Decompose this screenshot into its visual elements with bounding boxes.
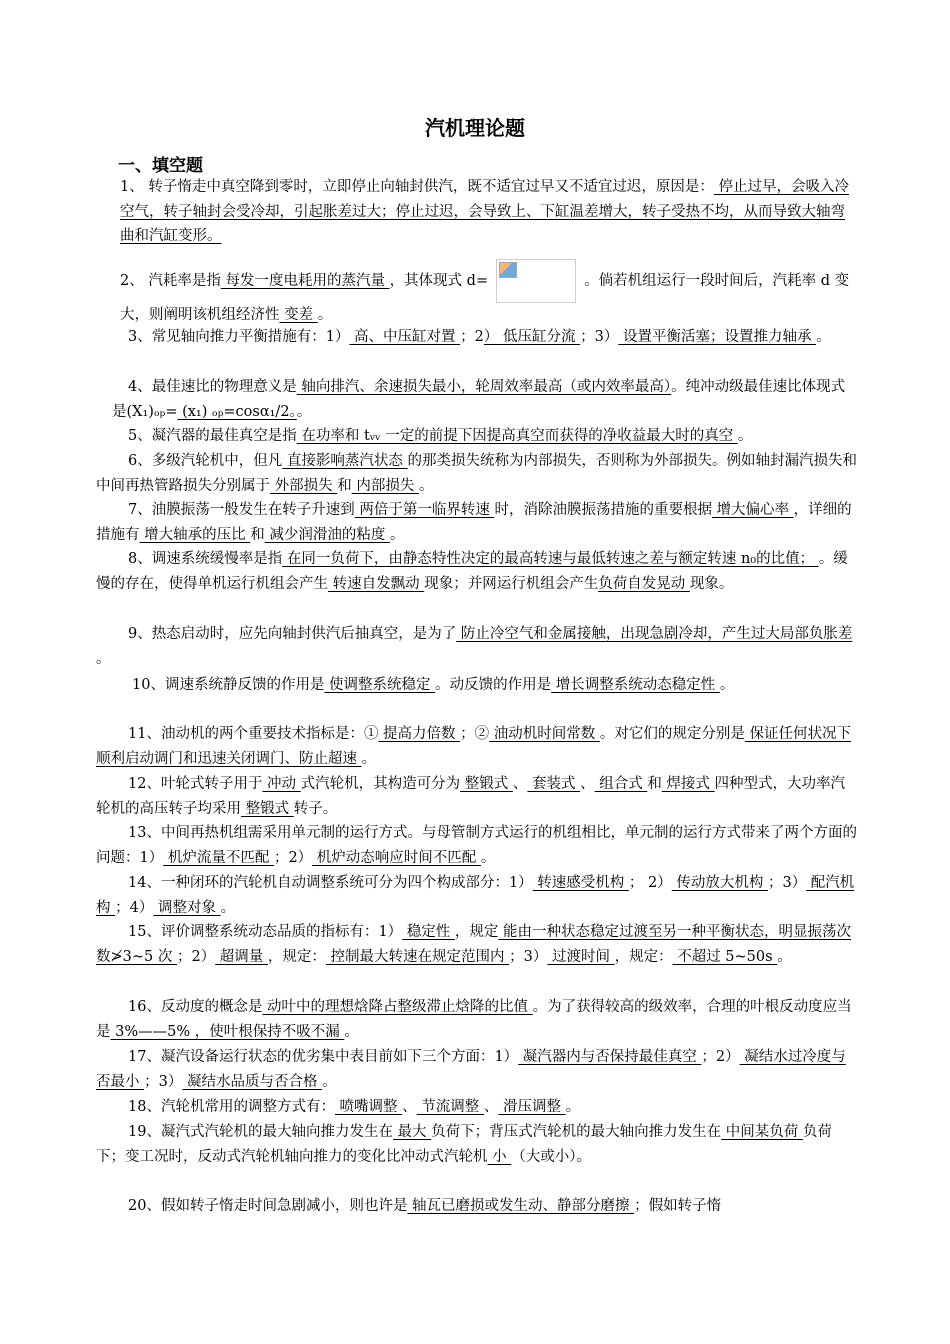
answer-blank: 最大 xyxy=(392,1124,432,1140)
question-text: 现象。 xyxy=(689,575,734,592)
question-15 xyxy=(96,920,858,969)
question-text: ，规定： xyxy=(267,948,326,965)
answer-blank: 轴瓦已磨损或发生动、静部分磨擦 xyxy=(407,1198,635,1214)
question-text: 。 xyxy=(220,899,236,916)
question-11 xyxy=(96,722,858,771)
answer-blank: 整锻式 xyxy=(460,776,513,792)
answer-blank: 增大偏心率 xyxy=(711,502,794,518)
answer-blank: 机炉流量不匹配 xyxy=(163,849,274,866)
answer-blank: 不超过 5~50s xyxy=(672,948,778,965)
answer-blank: 高、中压缸对置 xyxy=(349,329,461,345)
answer-blank: 超调量 xyxy=(215,948,268,965)
answer-blank: 减少润滑油的粘度 xyxy=(264,526,390,543)
question-text: 。 xyxy=(317,307,333,323)
question-6 xyxy=(96,449,858,498)
question-text: ；② xyxy=(460,726,490,742)
section-heading: 一、填空题 xyxy=(118,156,203,176)
answer-blank: 小 xyxy=(487,1148,512,1165)
question-text: 。 xyxy=(361,750,377,767)
question-text: 。 xyxy=(737,428,753,444)
answer-blank: 3%——5% ，使叶根保持不吸不漏 xyxy=(110,1023,345,1040)
answer-blank: 转速感受机构 xyxy=(532,875,629,891)
question-text: ；4） xyxy=(115,899,154,916)
question-5 xyxy=(96,424,876,449)
question-text: 和 xyxy=(647,776,662,792)
question-10 xyxy=(124,673,856,698)
answer-blank: 整锻式 xyxy=(241,800,294,817)
question-4 xyxy=(112,375,858,424)
answer-blank: 在功率和 tᵥᵥ 一定的前提下因提高真空而获得的净收益最大时的真空 xyxy=(296,428,738,444)
answer-blank: 稳定性 xyxy=(402,924,455,940)
question-text: 19、凝汽式汽轮机的最大轴向推力发生在 xyxy=(128,1124,393,1140)
answer-blank: 凝结水品质与否合格 xyxy=(182,1073,323,1090)
question-text: （大或小）。 xyxy=(511,1148,591,1165)
question-text: 。为了获得较高的级效率，合理的叶根反动度应当是 xyxy=(96,999,852,1040)
answer-blank: 设置平衡活塞；设置推力轴承 xyxy=(618,329,817,345)
answer-blank: 中间某负荷 xyxy=(721,1124,803,1140)
question-text: 式汽轮机，其构造可分为 xyxy=(300,776,461,792)
answer-blank: 每发一度电耗用的蒸汽量 xyxy=(220,273,390,289)
answer-blank: 外部损失 xyxy=(270,477,338,494)
question-text: 。缓慢的存在，使得单机运行机组会产生 xyxy=(96,551,848,592)
answer-blank: 节流调整 xyxy=(416,1099,484,1115)
question-text: 。对它们的规定分别是 xyxy=(599,726,745,742)
answer-blank: ） 低压缸分流 xyxy=(483,329,581,345)
question-text: 。 xyxy=(777,948,792,965)
answer-blank: 停止过早，会吸入冷空气，转子轴封会受冷却，引起胀差过大；停止过迟，会导致上、下缸温差增大，转子受热不均，从而导致大轴弯曲和汽缸变形。 xyxy=(120,179,849,244)
question-2 xyxy=(120,259,856,328)
question-text: 11、油动机的两个重要技术指标是：① xyxy=(128,726,379,742)
answer-blank: 凝汽器内与否保持最佳真空 xyxy=(518,1049,702,1065)
question-text: 6、多级汽轮机中，但凡 xyxy=(128,453,283,469)
answer-blank: 内部损失 xyxy=(351,477,419,494)
answer-blank: 防止冷空气和金属接触，出现急剧冷却，产生过大局部负胀差 xyxy=(456,626,853,642)
answer-blank: 传动放大机构 xyxy=(671,875,768,891)
question-text: 。 xyxy=(418,477,434,494)
question-text: 10、调速系统静反馈的作用是 xyxy=(132,677,325,693)
answer-blank: 保证任何状况下顺利启动调门和迅速关闭调门、防止超速 xyxy=(96,726,851,767)
document-title: 汽机理论题 xyxy=(425,116,525,140)
question-text: 。 xyxy=(565,1099,581,1115)
question-14 xyxy=(96,871,858,920)
question-text: ，其体现式 d= xyxy=(389,273,489,289)
answer-blank: 能由一种状态稳定过渡至另一种平衡状态，明显振荡次数≯3~5 次 xyxy=(96,924,852,965)
answer-blank: 动叶中的理想焓降占整级滞止焓降的比值 xyxy=(262,999,533,1015)
question-text: 。 xyxy=(719,677,735,693)
answer-blank: 过渡时间 xyxy=(547,948,615,965)
question-text: 13、中间再热机组需采用单元制的运行方式。与母管制方式运行的机组相比，单元制的运行方式带来了两个方面的问题：1） xyxy=(96,825,857,866)
question-text: ；假如转子惰 xyxy=(634,1198,722,1214)
answer-blank: 组合式 xyxy=(594,776,648,792)
answer-blank: 两倍于第一临界转速 xyxy=(354,502,495,518)
question-text: ；2 xyxy=(460,329,484,345)
formula-image-placeholder xyxy=(496,259,576,303)
question-text: 17、凝汽设备运行状态的优劣集中表目前如下三个方面：1） xyxy=(128,1049,519,1065)
question-text: 7、油膜振荡一般发生在转子升速到 xyxy=(128,502,355,518)
answer-blank: 提高力倍数 xyxy=(378,726,461,742)
answer-blank: 配汽机构 xyxy=(96,875,855,916)
question-text: ；3） xyxy=(144,1073,183,1090)
question-text: 14、一种闭环的汽轮机自动调整系统可分为四个构成部分：1） xyxy=(128,875,533,891)
question-text: 负荷下；变工况时，反动式汽轮机轴向推力的变化比冲动式汽轮机 xyxy=(96,1124,832,1165)
question-text: 、 xyxy=(483,1099,499,1115)
question-9 xyxy=(96,622,858,671)
question-text: 。动反馈的作用是 xyxy=(435,677,552,693)
question-16 xyxy=(96,995,858,1044)
question-7 xyxy=(96,498,858,547)
question-text: 现象；并网运行机组会产生 xyxy=(424,575,599,592)
answer-blank: 在同一负荷下，由静态特性决定的最高转速与最低转速之差与额定转速 n₀的比值； xyxy=(282,551,819,567)
answer-blank: 轴向排汽、余速损失最小，轮周效率最高（或内效率最高） xyxy=(296,379,672,395)
question-text: 和 xyxy=(250,526,265,543)
question-text: 四种型式，大功率汽轮机的高压转子均采用 xyxy=(96,776,846,817)
question-text: 。倘若机组运行一段时间后，汽耗率 d 变大，则阐明该机组经济性 xyxy=(120,273,850,323)
question-text: 。 xyxy=(322,1073,337,1090)
question-text: ；2） xyxy=(273,849,313,866)
question-text: ； 2） xyxy=(628,875,672,891)
question-text: 时，消除油膜振荡措施的重要根据 xyxy=(494,502,712,518)
question-17 xyxy=(96,1045,858,1094)
question-text: 。 xyxy=(296,403,312,420)
question-text: 5、凝汽器的最佳真空是指 xyxy=(128,428,297,444)
question-text: 、 xyxy=(402,1099,417,1115)
question-text: 负荷下；背压式汽轮机的最大轴向推力发生在 xyxy=(431,1124,722,1140)
question-text: 。 xyxy=(816,329,831,345)
answer-blank: 使调整系统稳定 xyxy=(324,677,436,693)
question-text: ，规定： xyxy=(614,948,673,965)
question-text: ；3） xyxy=(509,948,548,965)
question-text: ，详细的措施有 xyxy=(96,502,852,543)
answer-blank: 增长调整系统动态稳定性 xyxy=(551,677,720,693)
question-text: 。 xyxy=(344,1023,359,1040)
question-text: ；2） xyxy=(176,948,216,965)
question-text: 。 xyxy=(389,526,405,543)
answer-blank: 控制最大转速在规定范围内 xyxy=(325,948,510,965)
question-text: ；3） xyxy=(580,329,619,345)
question-text: 、 xyxy=(580,776,595,792)
question-20 xyxy=(96,1194,858,1219)
question-12 xyxy=(96,772,858,821)
answer-blank: 调整对象 xyxy=(153,899,221,916)
question-text: ，规定 xyxy=(454,924,499,940)
question-3 xyxy=(96,325,858,350)
broken-image-icon xyxy=(499,262,517,278)
answer-blank: 喷嘴调整 xyxy=(334,1099,403,1115)
question-text: 18、汽轮机常用的调整方式有： xyxy=(128,1099,335,1115)
answer-blank: 焊接式 xyxy=(661,776,715,792)
answer-blank: 油动机时间常数 xyxy=(489,726,600,742)
question-text: 的那类损失统称为内部损失，否则称为外部损失。例如轴封漏汽损失和中间再热管路损失分别属于 xyxy=(96,453,857,494)
question-text: 和 xyxy=(337,477,352,494)
question-text: 4、最佳速比的物理意义是 xyxy=(128,379,297,395)
answer-blank: 凝结水过冷度与否最小 xyxy=(96,1049,846,1090)
answer-blank: 直接影响蒸汽状态 xyxy=(282,453,408,469)
answer-blank: (x₁) ₒₚ=cosα₁/2。 xyxy=(177,403,297,420)
question-text: 8、调速系统缓慢率是指 xyxy=(128,551,283,567)
question-text: ；2） xyxy=(701,1049,740,1065)
question-text: 。纯冲动级最佳速比体现式是(X₁)ₒₚ= xyxy=(112,379,846,420)
answer-blank: 冲动 xyxy=(262,776,301,792)
question-text: 15、评价调整系统动态品质的指标有：1） xyxy=(128,924,403,940)
answer-blank: 机炉动态响应时间不匹配 xyxy=(312,849,481,866)
question-19 xyxy=(96,1120,858,1169)
question-text: ；3） xyxy=(767,875,807,891)
question-text: 转子。 xyxy=(293,800,338,817)
question-text: 3、常见轴向推力平衡措施有：1） xyxy=(128,329,350,345)
question-text: 1、 转子惰走中真空降到零时，立即停止向轴封供汽，既不适宜过早又不适宜过迟，原因是： xyxy=(120,179,714,195)
question-18 xyxy=(96,1095,858,1120)
question-text: 2、 汽耗率是指 xyxy=(120,273,221,289)
question-13 xyxy=(96,821,858,870)
question-text: 20、假如转子惰走时间急剧减小，则也许是 xyxy=(128,1198,408,1214)
answer-blank: 套装式 xyxy=(527,776,581,792)
answer-blank: 转速自发飘动 xyxy=(328,575,425,592)
question-text: 、 xyxy=(512,776,528,792)
question-text: 12、叶轮式转子用于 xyxy=(128,776,263,792)
question-text: 16、反动度的概念是 xyxy=(128,999,263,1015)
question-text: 。 xyxy=(96,650,111,667)
answer-blank: 变差 xyxy=(279,307,318,323)
answer-blank: 增大轴承的压比 xyxy=(139,526,251,543)
question-text: 9、热态启动时，应先向轴封供汽后抽真空，是为了 xyxy=(128,626,457,642)
answer-blank: 负荷自发晃动 xyxy=(598,575,690,592)
question-8 xyxy=(96,547,858,596)
question-1 xyxy=(120,175,856,249)
question-text: 。 xyxy=(480,849,496,866)
answer-blank: 滑压调整 xyxy=(498,1099,566,1115)
